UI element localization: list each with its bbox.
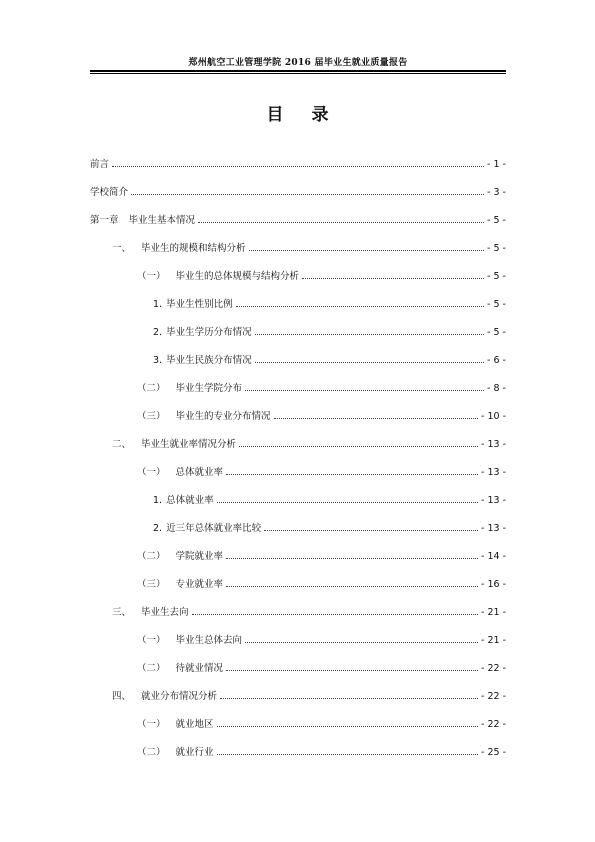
toc-entry-item-degree[interactable] (90, 326, 506, 354)
toc-entry-page: - 5 - (487, 243, 506, 254)
toc-entry-item-overall-rate[interactable] (90, 494, 506, 522)
toc-entry-number: 第一章 (90, 215, 119, 226)
toc-entry-subsection-4-2[interactable] (90, 746, 506, 774)
toc-entry-number: （一） (137, 271, 166, 282)
toc-entry-label (153, 298, 235, 312)
dot-leader (236, 305, 484, 307)
toc-entry-section-3[interactable] (90, 606, 506, 634)
toc-entry-text: 毕业生的专业分布情况 (175, 411, 271, 422)
toc-entry-label (153, 326, 254, 340)
toc-entry-number: 3. (153, 355, 163, 366)
toc-entry-label (90, 214, 197, 228)
dot-leader (255, 361, 484, 363)
toc-entry-page: - 5 - (487, 271, 506, 282)
dot-leader (264, 529, 478, 531)
toc-entry-page: - 13 - (481, 467, 506, 478)
toc-entry-text: 总体就业率 (175, 467, 224, 478)
toc-entry-number: 2. (153, 327, 163, 338)
toc-entry-number: （三） (137, 411, 166, 422)
dot-leader (274, 417, 478, 419)
toc-entry-number: 三、 (112, 607, 132, 618)
toc-entry-label (137, 634, 244, 648)
toc-entry-text: 毕业生学历分布情况 (166, 327, 252, 338)
toc-entry-text: 毕业生基本情况 (128, 215, 196, 226)
dot-leader (217, 501, 478, 503)
toc-entry-label (137, 578, 225, 592)
toc-entry-text: 毕业生就业率情况分析 (141, 439, 237, 450)
header-rule-thick (90, 70, 506, 72)
toc-entry-page: - 10 - (481, 411, 506, 422)
toc-entry-text: 专业就业率 (175, 579, 224, 590)
toc-entry-subsection-2-1[interactable] (90, 466, 506, 494)
toc-entry-label (137, 718, 216, 732)
toc-entry-school-intro[interactable] (90, 186, 506, 214)
toc-entry-number: （二） (137, 551, 166, 562)
toc-entry-label: 前言 (90, 159, 110, 170)
dot-leader (226, 557, 478, 559)
toc-entry-subsection-1-2[interactable] (90, 382, 506, 410)
dot-leader (302, 277, 484, 279)
toc-entry-number: （一） (137, 635, 166, 646)
toc-entry-subsection-1-3[interactable] (90, 410, 506, 438)
toc-entry-number: 一、 (112, 243, 132, 254)
dot-leader (217, 725, 478, 727)
toc-entry-text: 毕业生总体去向 (175, 635, 243, 646)
toc-entry-text: 就业地区 (175, 719, 214, 730)
dot-leader (245, 641, 478, 643)
toc-entry-number: 四、 (112, 691, 132, 702)
toc-entry-section-1[interactable] (90, 242, 506, 270)
toc-entry-text: 就业分布情况分析 (141, 691, 218, 702)
toc-entry-number: 1. (153, 299, 163, 310)
toc-entry-preface[interactable] (90, 158, 506, 186)
toc-entry-item-ethnicity[interactable] (90, 354, 506, 382)
toc-entry-page: - 21 - (481, 607, 506, 618)
toc-entry-section-4[interactable] (90, 690, 506, 718)
toc-title: 目录 (266, 105, 357, 125)
dot-leader (226, 585, 478, 587)
toc-entry-page: - 22 - (481, 719, 506, 730)
toc-entry-text: 毕业生的总体规模与结构分析 (175, 271, 300, 282)
toc-entry-number: （二） (137, 747, 166, 758)
toc-entry-label (137, 410, 273, 424)
toc-entry-label (112, 606, 191, 620)
toc-entry-subsection-2-2[interactable] (90, 550, 506, 578)
toc-entry-label (137, 662, 225, 676)
toc-entry-subsection-1-1[interactable] (90, 270, 506, 298)
toc-entry-text: 总体就业率 (166, 495, 214, 506)
toc-entry-page: - 21 - (481, 635, 506, 646)
toc-entry-number: 二、 (112, 439, 132, 450)
dot-leader (220, 697, 478, 699)
toc-entry-label (137, 382, 244, 396)
toc-entry-page: - 16 - (481, 579, 506, 590)
toc-entry-label (153, 522, 263, 536)
running-header: 郑州航空工业管理学院 2016 届毕业生就业质量报告 (188, 58, 408, 68)
toc-entry-number: （二） (137, 383, 166, 394)
toc-entry-number: 2. (153, 523, 163, 534)
toc-entry-subsection-3-1[interactable] (90, 634, 506, 662)
dot-leader (255, 333, 484, 335)
toc-entry-number: （三） (137, 579, 166, 590)
toc-entry-page: - 1 - (487, 159, 506, 170)
toc-entry-text: 毕业生学院分布 (175, 383, 243, 394)
dot-leader (217, 753, 478, 755)
toc-entry-label (153, 354, 254, 368)
toc-entry-number: （二） (137, 663, 166, 674)
toc-entry-label (137, 270, 301, 284)
toc-entry-chapter-1[interactable] (90, 214, 506, 242)
toc-entry-page: - 3 - (487, 187, 506, 198)
toc-entry-page: - 5 - (487, 327, 506, 338)
toc-entry-text: 近三年总体就业率比较 (166, 523, 262, 534)
dot-leader (226, 669, 478, 671)
dot-leader (192, 613, 478, 615)
toc-entry-text: 就业行业 (175, 747, 214, 758)
toc-entry-page: - 13 - (481, 523, 506, 534)
toc-entry-label (137, 466, 225, 480)
toc-entry-page: - 8 - (487, 383, 506, 394)
header-rule-thin (90, 73, 506, 74)
toc-entry-label (153, 494, 216, 508)
toc-entry-page: - 13 - (481, 495, 506, 506)
toc-entry-text: 毕业生去向 (141, 607, 189, 618)
toc-entry-subsection-4-1[interactable] (90, 718, 506, 746)
toc-entry-text: 待就业情况 (175, 663, 224, 674)
toc-entry-page: - 14 - (481, 551, 506, 562)
toc-entry-page: - 6 - (487, 355, 506, 366)
toc-entry-text: 毕业生民族分布情况 (166, 355, 252, 366)
toc-entry-label (112, 690, 219, 704)
toc-entry-page: - 13 - (481, 439, 506, 450)
table-of-contents (90, 158, 506, 774)
dot-leader (131, 193, 484, 195)
toc-entry-text: 学院就业率 (175, 551, 224, 562)
toc-entry-label (137, 550, 225, 564)
toc-entry-page: - 22 - (481, 691, 506, 702)
dot-leader (249, 249, 485, 251)
toc-entry-page: - 5 - (487, 299, 506, 310)
toc-entry-page: - 25 - (481, 747, 506, 758)
toc-entry-number: 1. (153, 495, 163, 506)
toc-entry-item-three-year[interactable] (90, 522, 506, 550)
dot-leader (226, 473, 478, 475)
toc-entry-number: （一） (137, 467, 166, 478)
toc-entry-page: - 22 - (481, 663, 506, 674)
toc-entry-text: 毕业生的规模和结构分析 (141, 243, 246, 254)
toc-entry-subsection-3-2[interactable] (90, 662, 506, 690)
toc-entry-label (112, 438, 238, 452)
toc-entry-label (137, 746, 216, 760)
toc-entry-item-gender[interactable] (90, 298, 506, 326)
dot-leader (239, 445, 478, 447)
toc-entry-page: - 5 - (487, 215, 506, 226)
toc-entry-subsection-2-3[interactable] (90, 578, 506, 606)
dot-leader (112, 165, 484, 167)
toc-entry-label (112, 242, 248, 256)
toc-entry-text: 毕业生性别比例 (166, 299, 233, 310)
toc-entry-label: 学校简介 (90, 187, 129, 198)
dot-leader (198, 221, 484, 223)
toc-entry-section-2[interactable] (90, 438, 506, 466)
toc-entry-number: （一） (137, 719, 166, 730)
dot-leader (245, 389, 484, 391)
